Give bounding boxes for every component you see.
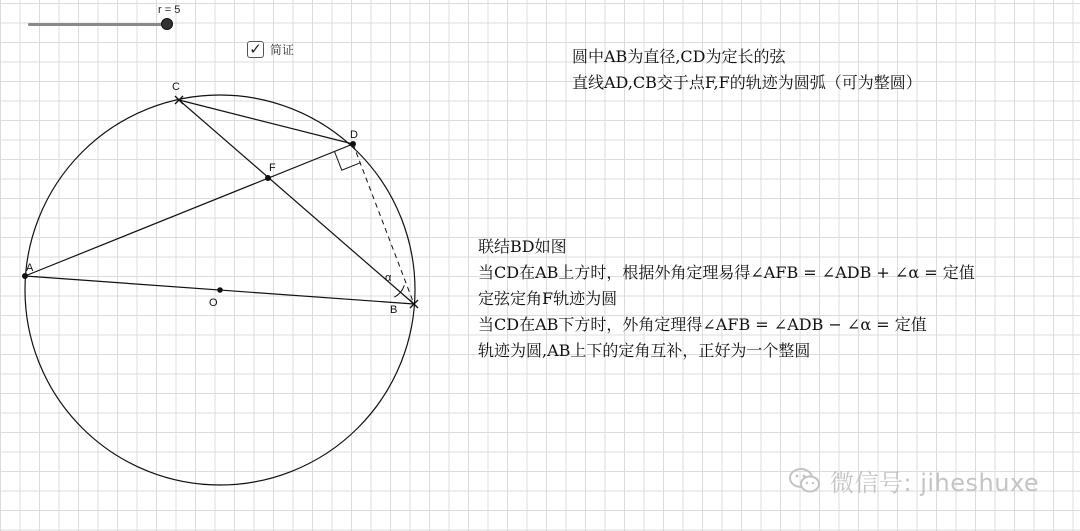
description-line: 直线AD,CB交于点F,F的轨迹为圆弧（可为整圆） [572, 73, 922, 92]
point-o[interactable] [217, 287, 223, 293]
proof-line: 当CD在AB上方时，根据外角定理易得∠AFB = ∠ADB + ∠α = 定值 [478, 263, 975, 282]
proof-line: 轨迹为圆,AB上下的定角互补，正好为一个整圆 [478, 341, 811, 360]
slider-label: r = 5 [158, 4, 181, 16]
label-o: O [209, 297, 218, 309]
proof-text [478, 234, 975, 364]
segment-bd[interactable] [353, 144, 414, 304]
description-line: 圆中AB为直径,CD为定长的弦 [572, 47, 786, 66]
checkbox-label: 简证 [270, 43, 295, 57]
check-icon: ✓ [249, 41, 262, 58]
line-cb[interactable] [179, 100, 414, 304]
label-c: C [172, 81, 180, 93]
line-ad[interactable] [25, 144, 353, 276]
label-d: D [350, 129, 358, 141]
description-text [572, 44, 922, 96]
label-f: F [269, 162, 276, 174]
proof-line: 定弦定角F轨迹为圆 [478, 289, 618, 308]
watermark-text: 微信号: jiheshuxe [830, 469, 1040, 497]
proof-line: 当CD在AB下方时，外角定理得∠AFB = ∠ADB − ∠α = 定值 [478, 315, 927, 334]
proof-line: 联结BD如图 [478, 237, 567, 256]
point-d[interactable] [350, 141, 356, 147]
wechat-icon [788, 466, 822, 496]
watermark [788, 463, 1039, 498]
label-b: B [390, 304, 398, 316]
label-a: A [26, 262, 34, 274]
point-f[interactable] [265, 175, 271, 181]
label-alpha: α [385, 272, 392, 284]
